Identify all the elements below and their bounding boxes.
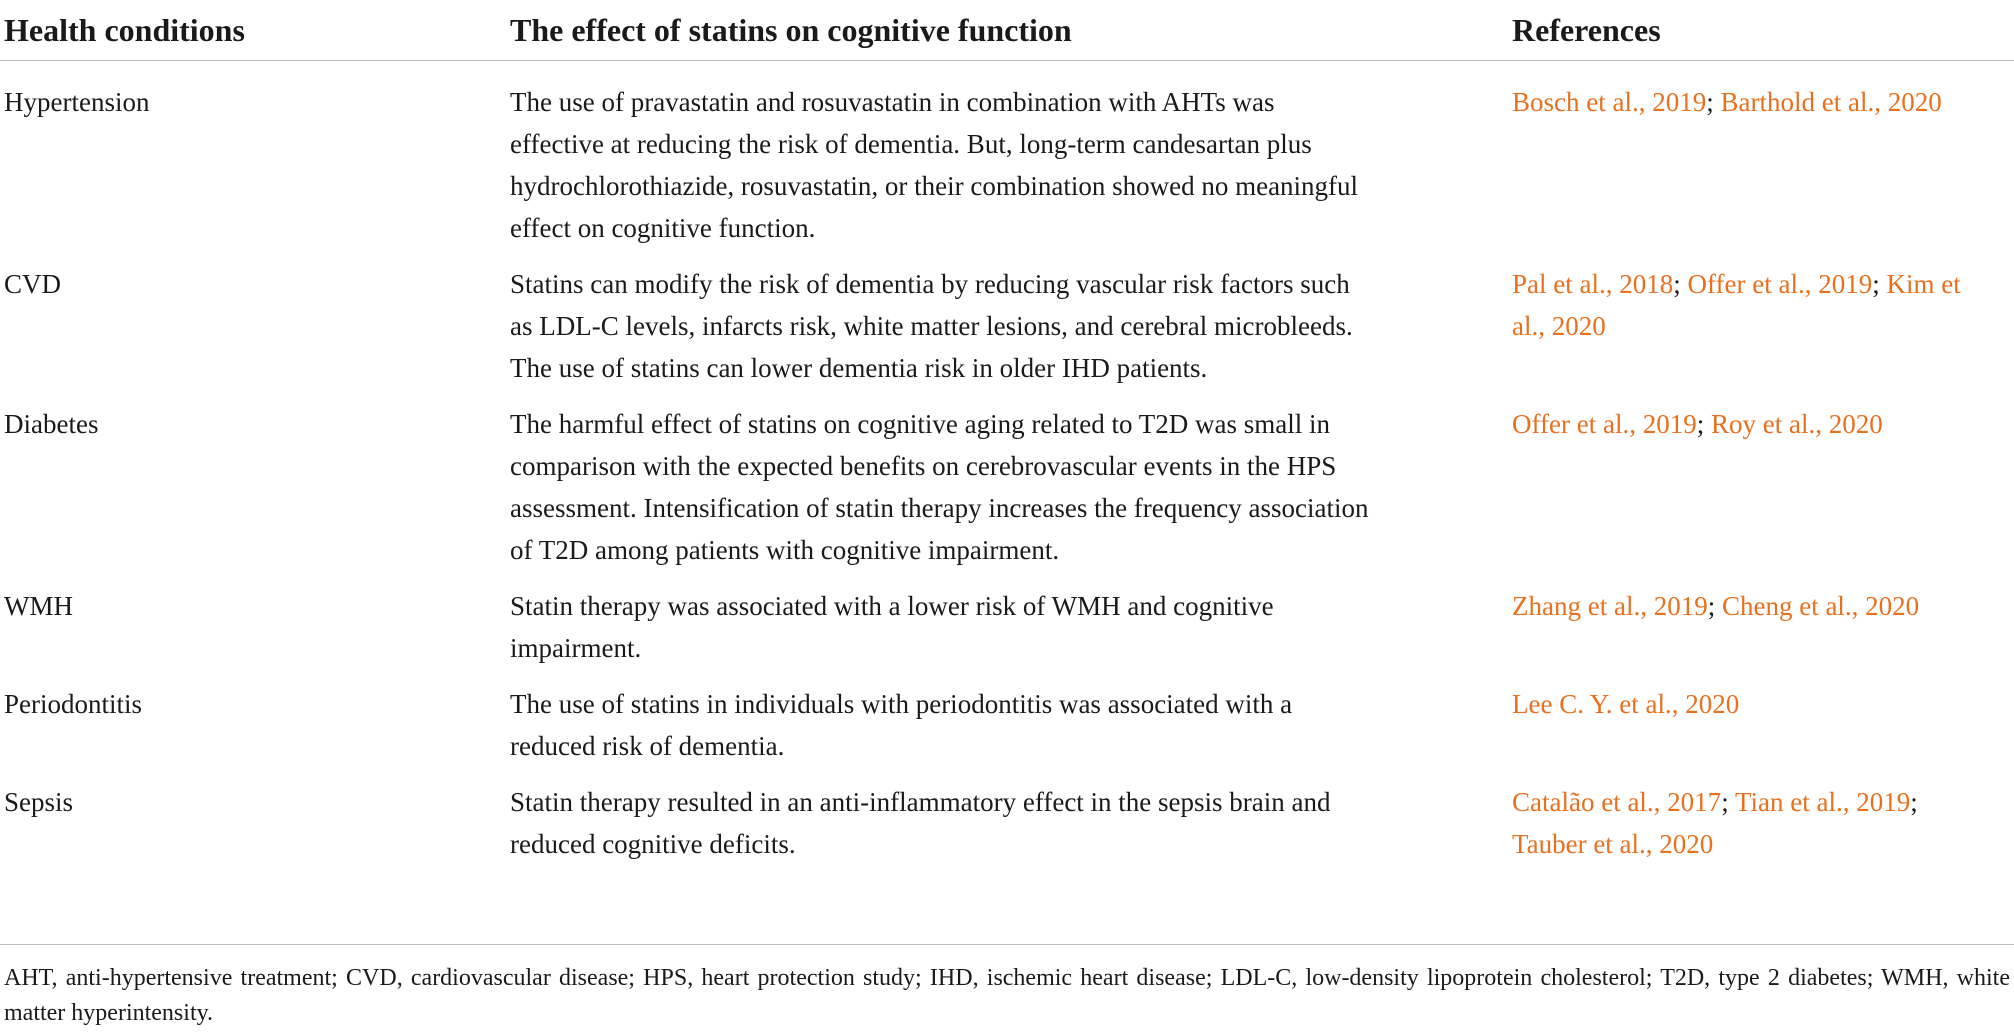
reference-link[interactable]: Roy et al., 2020	[1710, 409, 1883, 439]
table-row	[0, 61, 2014, 250]
reference-link[interactable]: Offer et al., 2019	[1512, 409, 1697, 439]
effect-cell	[510, 61, 1512, 250]
reference-separator: ;	[1721, 787, 1735, 817]
reference-link[interactable]: Lee C. Y. et al., 2020	[1512, 689, 1740, 719]
header-health-conditions: Health conditions	[0, 0, 510, 61]
references-cell	[1512, 389, 2014, 571]
table-footnote: AHT, anti-hypertensive treatment; CVD, cardiovascular disease; HPS, heart protection study; IHD, ischemic heart disease; LDL-C, low-density lipoprotein cholesterol; T2D, type 2 diabetes; WMH, white matter hyperintensity.	[4, 965, 2010, 1026]
reference-separator: ;	[1707, 591, 1722, 621]
reference-link[interactable]: Kim et al., 2020	[1512, 269, 1961, 341]
condition-cell: CVD	[4, 269, 62, 299]
reference-separator: ;	[1696, 409, 1711, 439]
condition-cell: Diabetes	[4, 409, 99, 439]
reference-link[interactable]: Tauber et al., 2020	[1512, 829, 1714, 859]
table-row	[0, 249, 2014, 389]
header-references: References	[1512, 0, 2014, 61]
reference-link[interactable]: Zhang et al., 2019	[1512, 591, 1708, 621]
effect-cell	[510, 767, 1512, 865]
references-cell	[1512, 669, 2014, 767]
reference-link[interactable]: Cheng et al., 2020	[1721, 591, 1920, 621]
header-effect: The effect of statins on cognitive function	[510, 0, 1512, 61]
footer-divider	[0, 944, 2014, 945]
reference-link[interactable]: Barthold et al., 2020	[1720, 87, 1942, 117]
reference-link[interactable]: Bosch et al., 2019	[1512, 87, 1707, 117]
table-row	[0, 571, 2014, 669]
effect-paragraph: The use of statins in individuals with periodontitis was associated with a reduced risk of dementia.	[510, 689, 1293, 761]
effect-cell	[510, 249, 1512, 389]
effect-paragraph: Statins can modify the risk of dementia by reducing vascular risk factors such as LDL-C levels, infarcts risk, white matter lesions, and cerebral microbleeds.	[510, 269, 1353, 341]
reference-link[interactable]: Offer et al., 2019	[1687, 269, 1873, 299]
references-cell	[1512, 571, 2014, 669]
reference-link[interactable]: Pal et al., 2018	[1512, 269, 1674, 299]
condition-cell: Hypertension	[4, 87, 150, 117]
reference-separator: ;	[1872, 269, 1887, 299]
header-row	[0, 0, 2014, 61]
reference-separator: ;	[1910, 787, 1918, 817]
effect-paragraph: The harmful effect of statins on cognitive aging related to T2D was small in comparison with the expected benefits on cerebrovascular events in the HPS assessment. Intensification of statin therapy increases the frequency association of T2D among patients with cognitive impairment.	[510, 409, 1369, 565]
references-cell	[1512, 61, 2014, 250]
table-row	[0, 669, 2014, 767]
table-row	[0, 389, 2014, 571]
reference-link[interactable]: Catalão et al., 2017	[1512, 787, 1722, 817]
table-row	[0, 767, 2014, 865]
table-header	[0, 0, 2014, 61]
references-cell	[1512, 767, 2014, 865]
effect-cell	[510, 571, 1512, 669]
condition-cell: Periodontitis	[4, 689, 143, 719]
references-cell	[1512, 249, 2014, 389]
effect-paragraph: Statin therapy resulted in an anti-inflammatory effect in the sepsis brain and reduced cognitive deficits.	[510, 787, 1331, 859]
effect-cell	[510, 389, 1512, 571]
effect-paragraph: The use of pravastatin and rosuvastatin in combination with AHTs was effective at reducing the risk of dementia. But, long-term candesartan plus hydrochlorothiazide, rosuvastatin, or their combination showed no meaningful effect on cognitive function.	[510, 87, 1359, 243]
table-body	[0, 61, 2014, 866]
effect-cell	[510, 669, 1512, 767]
reference-separator: ;	[1706, 87, 1721, 117]
condition-cell: Sepsis	[4, 787, 74, 817]
effect-paragraph: The use of statins can lower dementia risk in older IHD patients.	[510, 353, 1208, 383]
reference-link[interactable]: Tian et al., 2019	[1734, 787, 1911, 817]
condition-cell: WMH	[4, 591, 73, 621]
reference-separator: ;	[1673, 269, 1688, 299]
effect-paragraph: Statin therapy was associated with a lower risk of WMH and cognitive impairment.	[510, 591, 1274, 663]
